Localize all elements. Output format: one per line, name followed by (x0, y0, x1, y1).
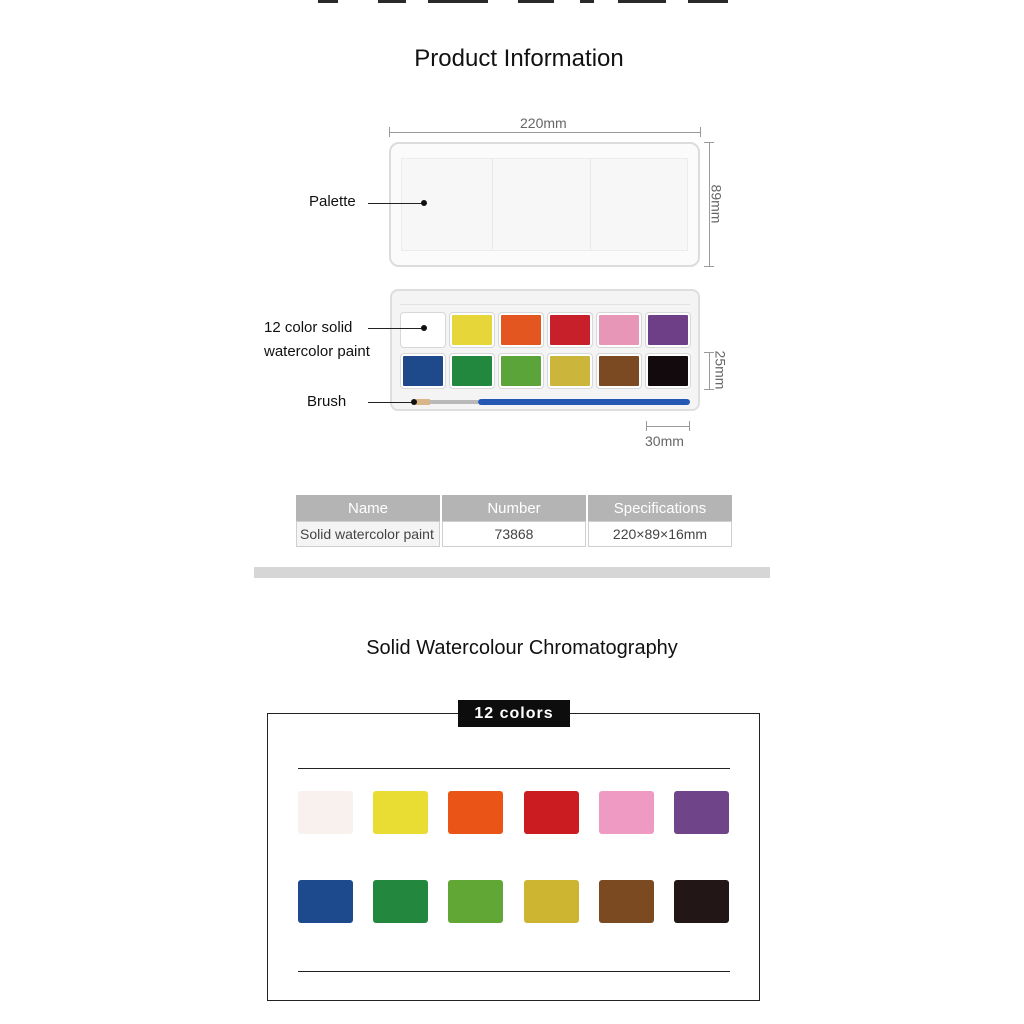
cell-name: Solid watercolor paint (296, 521, 440, 547)
color-swatch (674, 791, 729, 834)
depth-dimension-line (709, 352, 710, 390)
color-swatch (599, 791, 654, 834)
header-specifications: Specifications (588, 495, 732, 521)
color-swatch (373, 880, 428, 923)
paint-pan (548, 313, 592, 347)
color-swatch (524, 880, 579, 923)
brush-ferrule (430, 400, 478, 404)
paint-pan (646, 354, 690, 388)
brush-callout: Brush (307, 393, 347, 410)
dimension-tick (646, 421, 647, 431)
paint-box (390, 289, 700, 411)
paint-pan (401, 354, 445, 388)
color-swatch (298, 880, 353, 923)
brush-dot (411, 399, 417, 405)
color-swatch (674, 880, 729, 923)
paint-pan (597, 313, 641, 347)
page-title: Product Information (414, 45, 624, 72)
color-swatch (599, 880, 654, 923)
color-swatch (373, 791, 428, 834)
cell-specifications: 220×89×16mm (588, 521, 732, 547)
depth-label: 25mm (712, 350, 729, 390)
paint-pan (450, 354, 494, 388)
pan-width-label: 30mm (645, 433, 684, 449)
paint-pan (499, 354, 543, 388)
paint-callout-line2: watercolor paint (264, 343, 370, 360)
palette-callout: Palette (309, 193, 356, 210)
dimension-tick (689, 421, 690, 431)
paint-callout-line1: 12 color solid (264, 319, 353, 336)
top-text-fragment (318, 0, 748, 4)
dimension-tick (704, 266, 714, 267)
paint-pan (646, 313, 690, 347)
dimension-tick (389, 127, 390, 137)
paint-pan (499, 313, 543, 347)
paint-dot (421, 325, 427, 331)
height-label: 89mm (708, 184, 725, 224)
palette-leader (368, 203, 424, 204)
top-rule (298, 768, 730, 769)
chromatography-title: Solid Watercolour Chromatography (366, 637, 678, 659)
palette-lid (389, 142, 700, 267)
width-dimension-line (389, 132, 701, 133)
header-number: Number (442, 495, 586, 521)
color-swatch (298, 791, 353, 834)
box-rim (400, 297, 690, 305)
color-swatch (448, 880, 503, 923)
paint-pan (548, 354, 592, 388)
header-name: Name (296, 495, 440, 521)
dimension-tick (704, 142, 714, 143)
palette-dot (421, 200, 427, 206)
spec-table (294, 495, 734, 547)
dimension-tick (700, 127, 701, 137)
paint-leader (368, 328, 424, 329)
color-swatch (448, 791, 503, 834)
lid-panel (401, 158, 688, 251)
bottom-rule (298, 971, 730, 972)
chromatography-frame (267, 713, 760, 1001)
width-label: 220mm (520, 115, 567, 131)
cell-number: 73868 (442, 521, 586, 547)
section-divider (254, 567, 770, 578)
brush-handle (478, 399, 690, 405)
color-swatch (524, 791, 579, 834)
brush-leader (368, 402, 414, 403)
pan-width-line (646, 426, 690, 427)
colors-badge: 12 colors (458, 700, 570, 727)
paint-pan (450, 313, 494, 347)
paint-pan (597, 354, 641, 388)
table-row (296, 521, 732, 547)
